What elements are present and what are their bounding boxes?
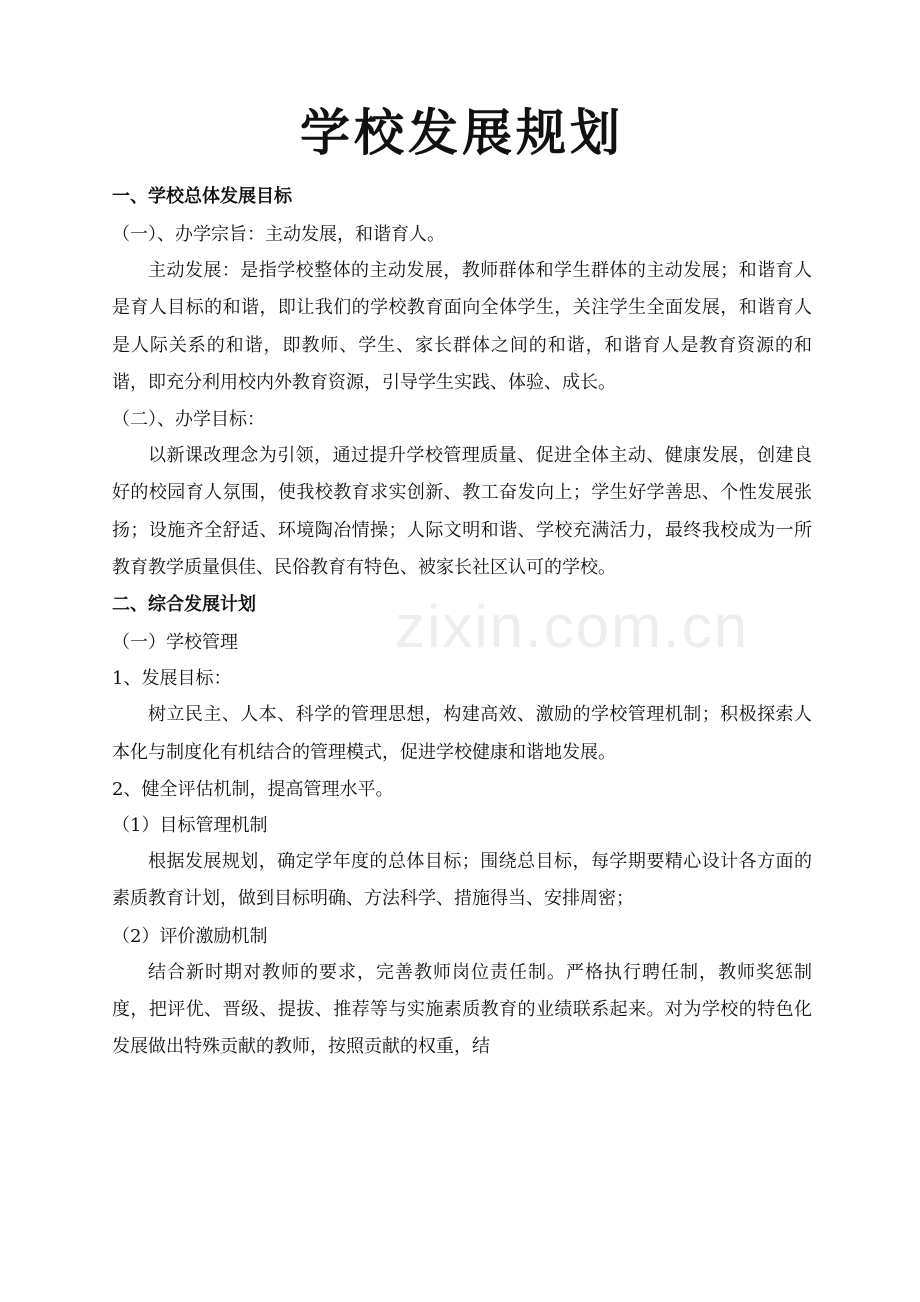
paragraph-target-mechanism: 根据发展规划，确定学年度的总体目标；围绕总目标，每学期要精心设计各方面的素质教育计划，做到目标明确、方法科学、措施得当、安排周密；	[112, 850, 812, 910]
paragraph-goal: 以新课改理念为引领，通过提升学校管理质量、促进全体主动、健康发展，创建良好的校园育人氛围，使我校教育求实创新、教工奋发向上；学生好学善思、个性发展张扬；设施齐全舒适、环境陶冶情操；人际文明和谐、学校充满活力，最终我校成为一所教育教学质量俱佳、民俗教育有特色、被家长社区认可的学校。	[112, 445, 812, 579]
item-development-goal: 1、发展目标：	[112, 668, 232, 690]
subheading-incentive-mechanism: （2）评价激励机制	[112, 925, 268, 947]
paragraph-management-goal: 树立民主、人本、科学的管理思想，构建高效、激励的学校管理机制；积极探索人本化与制度化有机结合的管理模式，促进学校健康和谐地发展。	[112, 704, 812, 763]
document-page	[112, 104, 812, 1065]
subheading-purpose: （一）、办学宗旨：主动发展，和谐育人。	[112, 224, 445, 245]
subheading-goal: （二）、办学目标：	[112, 409, 265, 431]
item-evaluation: 2、健全评估机制，提高管理水平。	[112, 778, 394, 800]
paragraph-incentive-mechanism: 结合新时期对教师的要求，完善教师岗位责任制。严格执行聘任制，教师奖惩制度，把评优、晋级、提拔、推荐等与实施素质教育的业绩联系起来。对为学校的特色化发展做出特殊贡献的教师，按照贡献的权重，结	[112, 961, 812, 1058]
section-heading-2: 二、综合发展计划	[112, 594, 256, 616]
watermark: zixin.com.cn	[395, 593, 750, 660]
section-heading-1: 一、学校总体发展目标	[112, 186, 292, 207]
paragraph-purpose: 主动发展：是指学校整体的主动发展，教师群体和学生群体的主动发展；和谐育人是育人目标的和谐，即让我们的学校教育面向全体学生，关注学生全面发展，和谐育人是人际关系的和谐，即教师、学生、家长群体之间的和谐，和谐育人是教育资源的和谐，即充分利用校内外教育资源，引导学生实践、体验、成长。	[112, 260, 812, 393]
page-title: 学校发展规划	[300, 104, 624, 162]
subheading-target-mechanism: （1）目标管理机制	[112, 814, 268, 836]
subheading-management: （一）学校管理	[112, 632, 238, 654]
